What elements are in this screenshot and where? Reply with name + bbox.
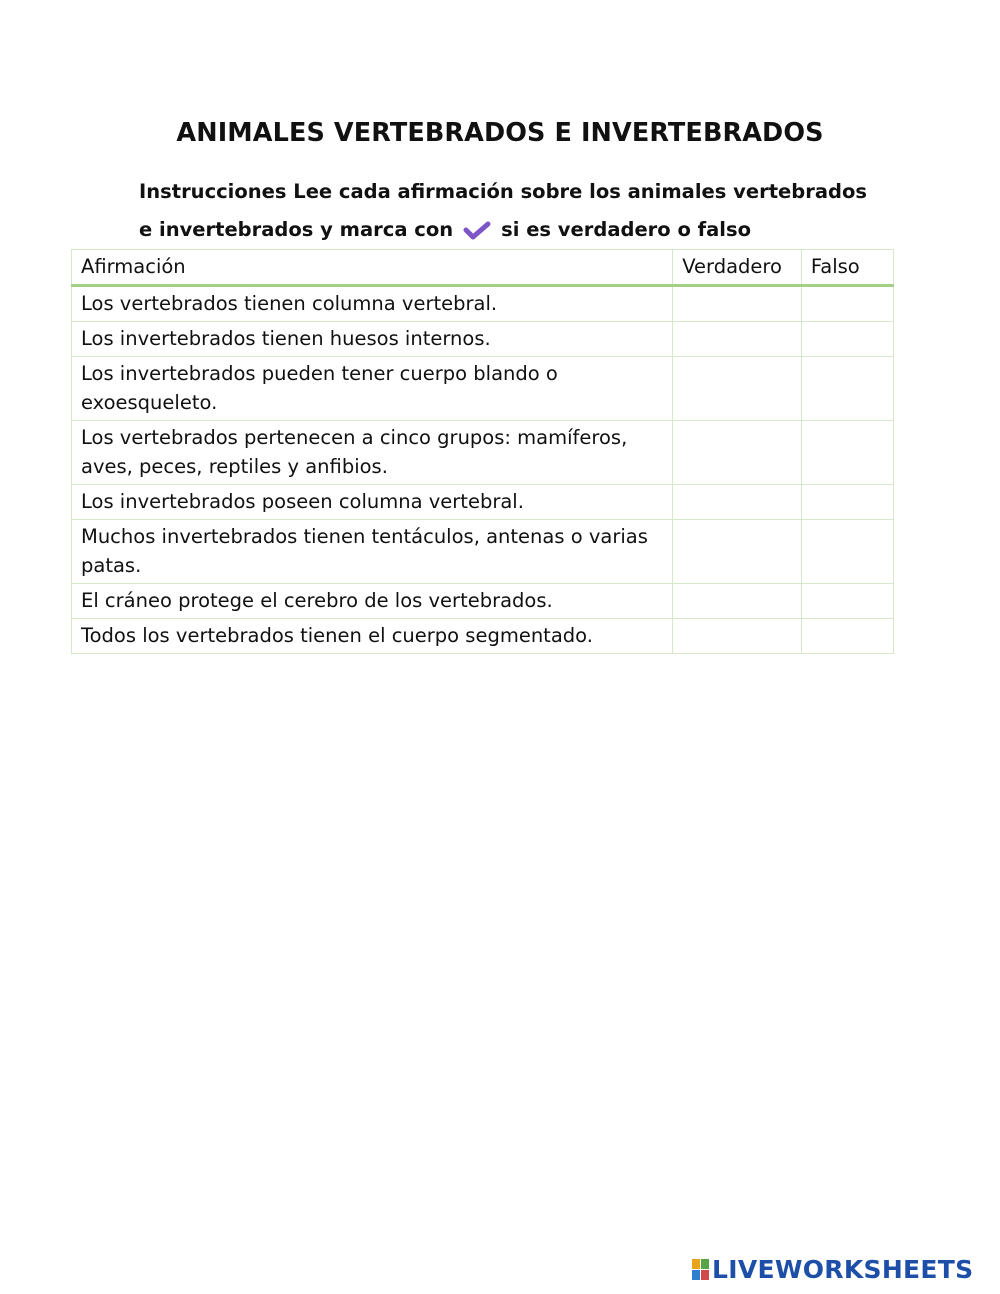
table-row xyxy=(72,322,894,357)
table-header-row xyxy=(72,250,894,286)
header-statement: Afirmación xyxy=(72,250,673,286)
false-answer-cell[interactable] xyxy=(801,357,893,421)
liveworksheets-logo-icon xyxy=(692,1259,709,1280)
statement-cell: Los invertebrados tienen huesos internos. xyxy=(72,322,673,357)
check-mark-icon xyxy=(463,220,491,245)
true-answer-cell[interactable] xyxy=(673,520,802,584)
statement-cell: Muchos invertebrados tienen tentáculos, antenas o varias patas. xyxy=(72,520,673,584)
false-answer-cell[interactable] xyxy=(801,421,893,485)
table-row xyxy=(72,357,894,421)
true-answer-cell[interactable] xyxy=(673,286,802,322)
statement-cell: Todos los vertebrados tienen el cuerpo segmentado. xyxy=(72,619,673,654)
table-row xyxy=(72,619,894,654)
statement-cell: Los invertebrados pueden tener cuerpo blando o exoesqueleto. xyxy=(72,357,673,421)
true-answer-cell[interactable] xyxy=(673,357,802,421)
statement-cell: Los vertebrados tienen columna vertebral. xyxy=(72,286,673,322)
true-answer-cell[interactable] xyxy=(673,619,802,654)
table-row xyxy=(72,421,894,485)
true-answer-cell[interactable] xyxy=(673,421,802,485)
statement-cell: Los invertebrados poseen columna vertebral. xyxy=(72,485,673,520)
instructions-text-after: si es verdadero o falso xyxy=(501,218,751,241)
instructions-line-2 xyxy=(139,218,879,245)
false-answer-cell[interactable] xyxy=(801,619,893,654)
false-answer-cell[interactable] xyxy=(801,286,893,322)
false-answer-cell[interactable] xyxy=(801,584,893,619)
true-answer-cell[interactable] xyxy=(673,584,802,619)
liveworksheets-brand xyxy=(692,1254,973,1284)
statements-table xyxy=(71,249,894,654)
brand-name: LIVEWORKSHEETS xyxy=(712,1254,974,1284)
true-answer-cell[interactable] xyxy=(673,485,802,520)
table-row xyxy=(72,520,894,584)
false-answer-cell[interactable] xyxy=(801,485,893,520)
true-answer-cell[interactable] xyxy=(673,322,802,357)
instructions-text-before: e invertebrados y marca con xyxy=(139,218,454,241)
table-row xyxy=(72,485,894,520)
false-answer-cell[interactable] xyxy=(801,322,893,357)
header-true: Verdadero xyxy=(673,250,802,286)
instructions-line-1: Instrucciones Lee cada afirmación sobre los animales vertebrados xyxy=(139,180,867,203)
header-false: Falso xyxy=(801,250,893,286)
table-row xyxy=(72,286,894,322)
false-answer-cell[interactable] xyxy=(801,520,893,584)
statement-cell: Los vertebrados pertenecen a cinco grupos: mamíferos, aves, peces, reptiles y anfibios. xyxy=(72,421,673,485)
worksheet-title: ANIMALES VERTEBRADOS E INVERTEBRADOS xyxy=(176,118,824,148)
statement-cell: El cráneo protege el cerebro de los vertebrados. xyxy=(72,584,673,619)
table-row xyxy=(72,584,894,619)
